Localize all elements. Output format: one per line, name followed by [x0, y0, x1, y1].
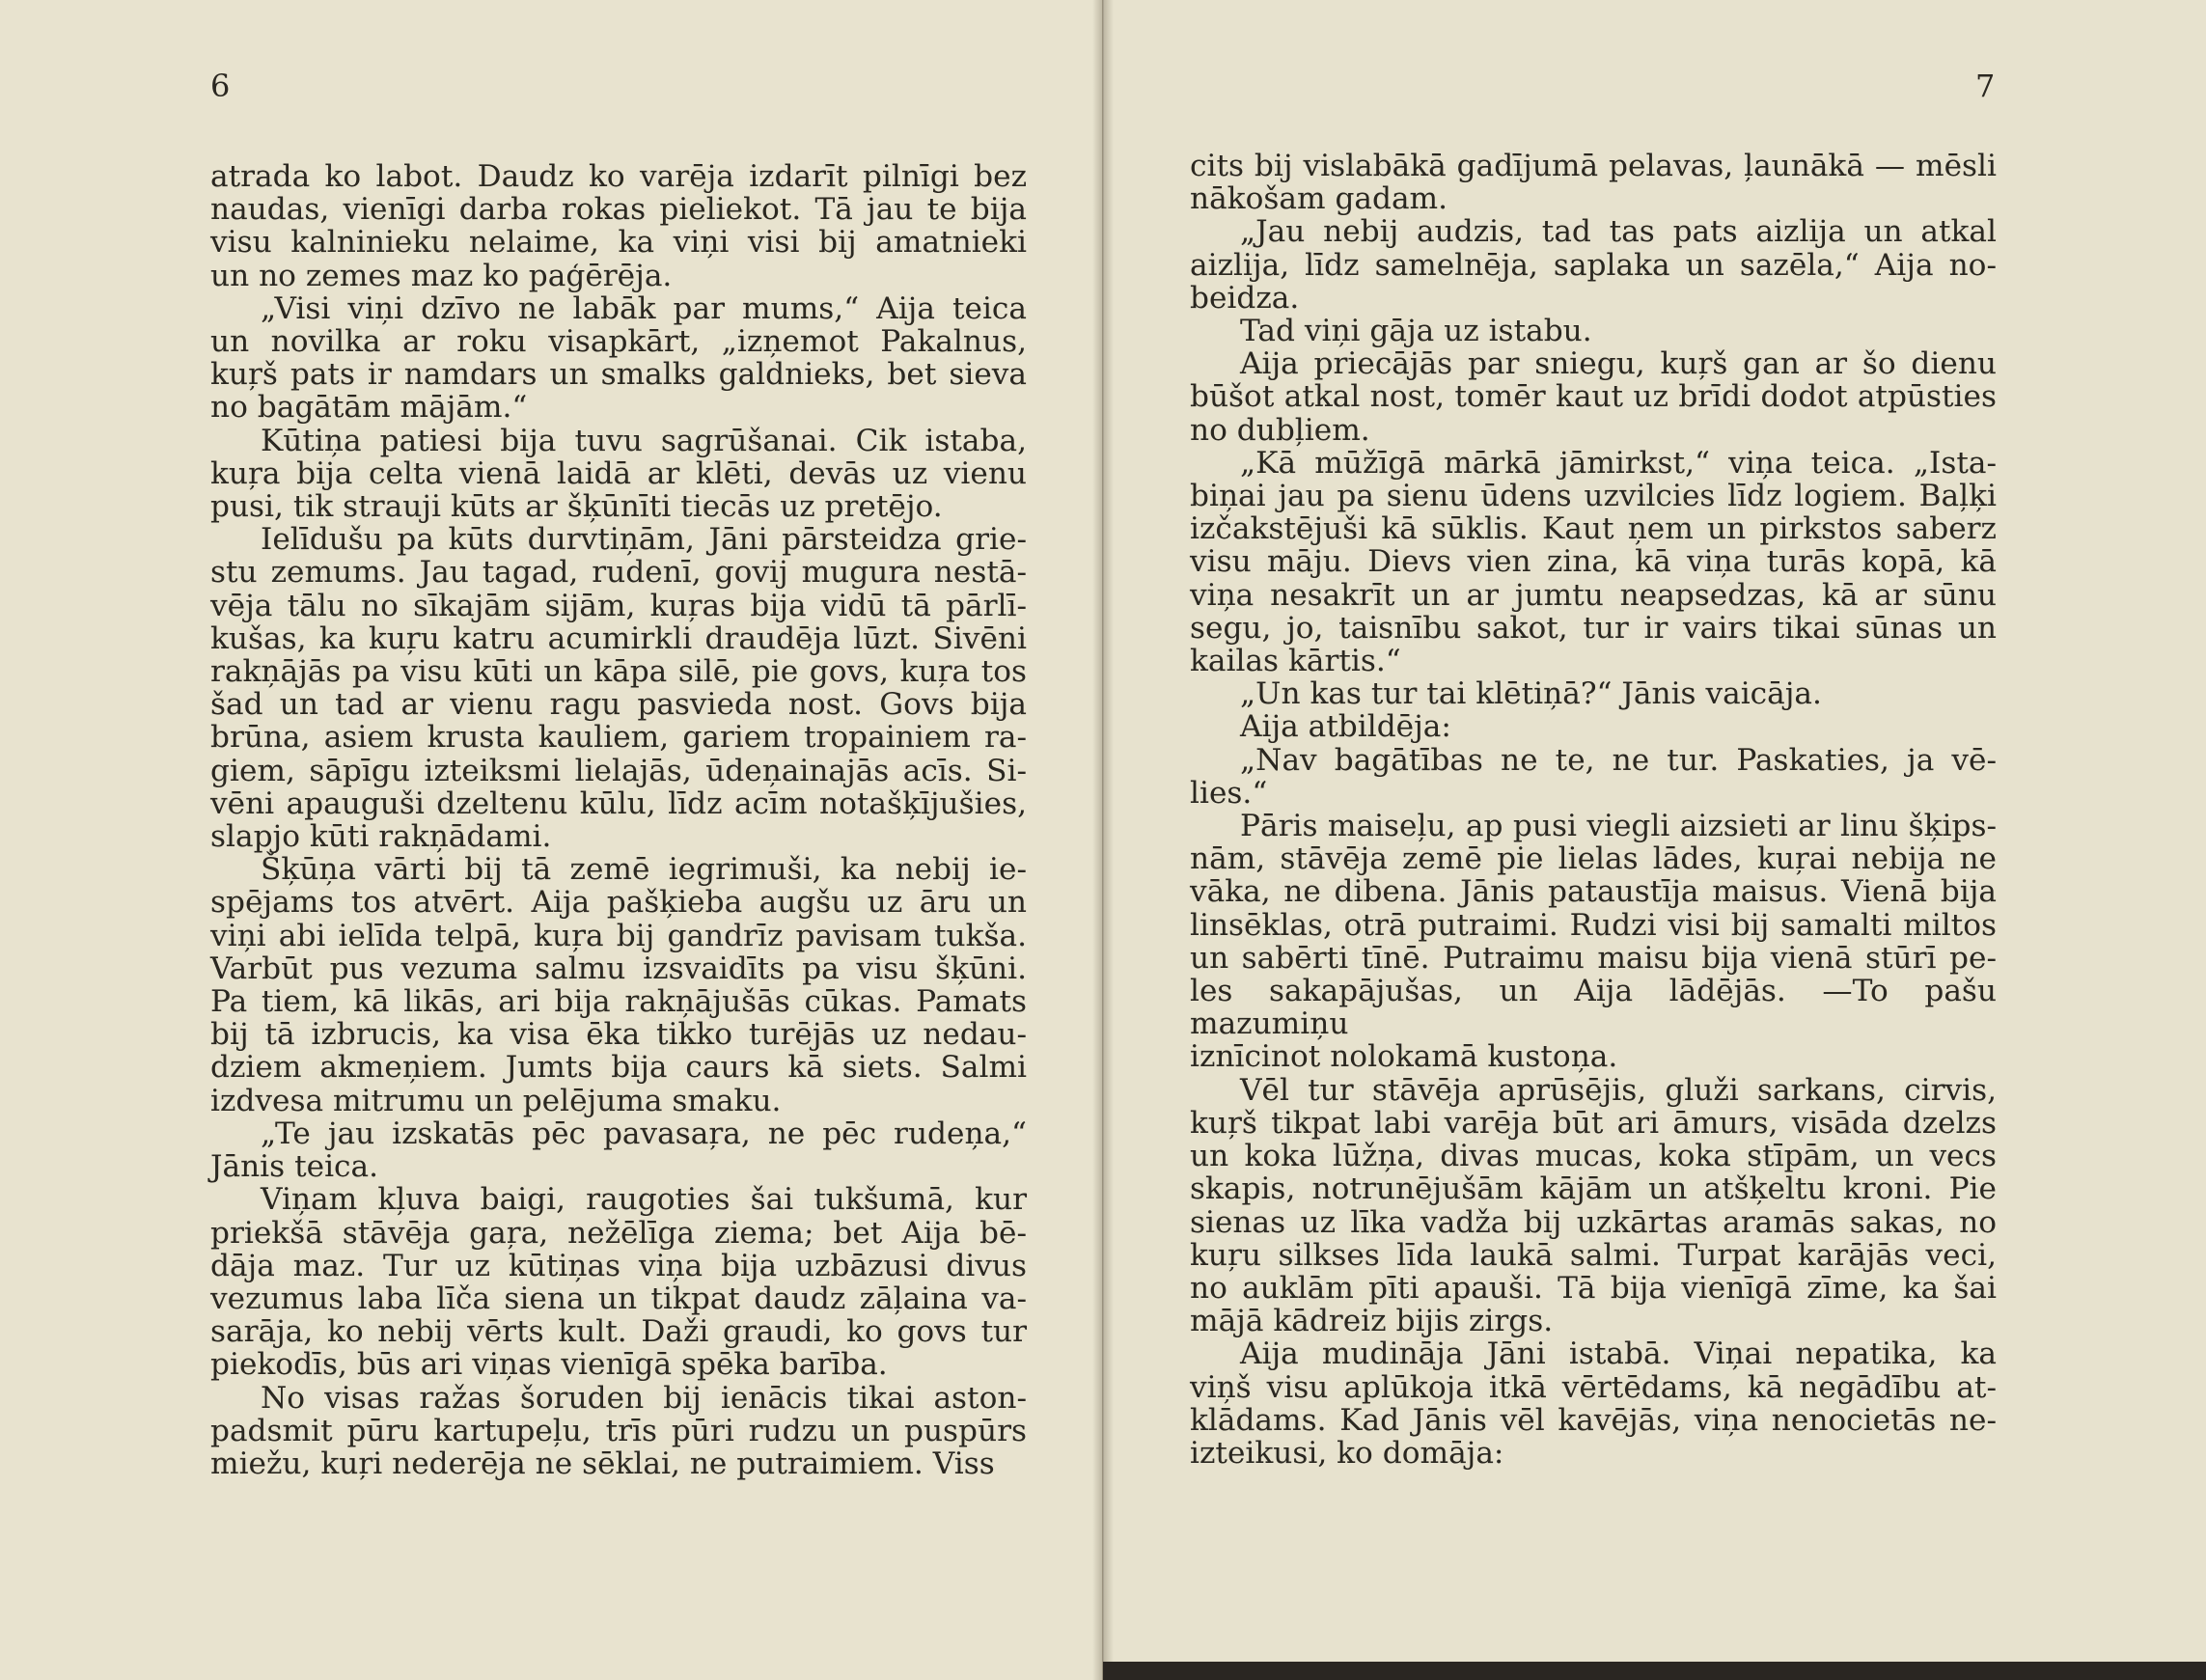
text-line: no auklām pīti apauši. Tā bija vienīgā zīme, ka šai	[1190, 1270, 1997, 1306]
text-line: vēja tālu no sīkajām sijām, kuŗas bija vidū tā pārlī-	[210, 588, 1027, 623]
text-line: piekodīs, būs ari viņas vienīgā spēka barība.	[210, 1347, 888, 1383]
text-line: viņi abi ielīda telpā, kuŗa bij gandrīz pavisam tukša.	[210, 918, 1027, 953]
text-line: izčakstējuši kā sūklis. Kaut ņem un pirkstos saberz	[1190, 511, 1997, 547]
right-page	[1103, 0, 2206, 1680]
text-line: vēni apauguši dzeltenu kūlu, līdz acīm notašķījušies,	[210, 785, 1027, 821]
page-number: 6	[210, 68, 231, 104]
text-line: visu māju. Dievs vien zina, kā viņa turās kopā, kā	[1190, 544, 1997, 580]
text-line: kuŗu silkses līda laukā salmi. Turpat karājās veci,	[1190, 1237, 1997, 1273]
text-line: Pāris maiseļu, ap pusi viegli aizsieti ar linu šķips-	[1240, 809, 1997, 844]
text-line: Kūtiņa patiesi bija tuvu sagrūšanai. Cik istaba,	[261, 423, 1027, 458]
text-line: beidza.	[1190, 280, 1300, 316]
text-line: „Kā mūžīgā mārkā jāmirkst,“ viņa teica. „Ista-	[1240, 445, 1997, 481]
text-line: segu, jo, taisnību sakot, tur ir vairs tikai sūnas un	[1190, 610, 1997, 646]
text-line: cits bij vislabākā gadījumā pelavas, ļaunākā — mēsli	[1190, 149, 1997, 183]
text-line: Varbūt pus vezuma salmu izsvaidīts pa visu šķūni.	[210, 950, 1027, 986]
text-line: padsmit pūru kartupeļu, trīs pūri rudzu un puspūrs	[210, 1413, 1027, 1448]
text-line: Vēl tur stāvēja aprūsējis, gluži sarkans, cirvis,	[1240, 1072, 1997, 1108]
text-line: slapjo kūti rakņādami.	[210, 819, 552, 855]
text-line: sienas uz līka vadža bij uzkārtas aramās sakas, no	[1190, 1204, 1997, 1240]
text-line: miežu, kuŗi nederēja ne sēklai, ne putraimiem. Viss	[210, 1446, 995, 1481]
text-line: būšot atkal nost, tomēr kaut uz brīdi dodot atpūsties	[1190, 379, 1997, 415]
text-line: šad un tad ar vienu ragu pasvieda nost. Govs bija	[210, 687, 1027, 723]
text-line: izdvesa mitrumu un pelējuma smaku.	[210, 1083, 782, 1118]
text-line: nām, stāvēja zemē pie lielas lādes, kuŗai nebija ne	[1190, 841, 1997, 877]
text-line: iznīcinot nolokamā kustoņa.	[1190, 1039, 1618, 1075]
text-line: vāka, ne dibena. Jānis pataustīja maisus. Vienā bija	[1190, 874, 1997, 910]
text-line: „Te jau izskatās pēc pavasaŗa, ne pēc rudeņa,“	[261, 1115, 1027, 1151]
text-line: giem, sāpīgu izteiksmi lielajās, ūdeņainajās acīs. Si-	[210, 753, 1027, 788]
text-line: un no zemes maz ko paģērēja.	[210, 258, 673, 293]
text-line: dāja maz. Tur uz kūtiņas viņa bija uzbāzusi divus	[210, 1248, 1027, 1283]
text-line: atrada ko labot. Daudz ko varēja izdarīt pilnīgi bez	[210, 159, 1027, 194]
text-line: pusi, tik strauji kūts ar šķūnīti tiecās uz pretējo.	[210, 489, 943, 525]
text-line: No visas ražas šoruden bij ienācis tikai aston-	[261, 1380, 1027, 1416]
text-line: biņai jau pa sienu ūdens uzvilcies līdz logiem. Baļķi	[1190, 479, 1997, 514]
text-line: Tad viņi gāja uz istabu.	[1240, 314, 1592, 349]
text-line: Ielīdušu pa kūts durvtiņām, Jāni pārsteidza grie-	[261, 522, 1027, 558]
text-line: izteikusi, ko domāja:	[1190, 1435, 1504, 1471]
text-line: les sakapājušas, un Aija lādējās. —To pašu mazumiņu	[1190, 974, 1997, 1042]
text-line: no bagātām mājām.“	[210, 390, 528, 426]
text-line: brūna, asiem krusta kauliem, gariem tropainiem ra-	[210, 720, 1027, 756]
text-line: un koka lūžņa, divas mucas, koka stīpām, un vecs	[1190, 1139, 1997, 1174]
book-gutter	[1092, 0, 1114, 1680]
text-line: Jānis teica.	[210, 1149, 379, 1185]
text-line: stu zemums. Jau tagad, rudenī, govij mugura nestā-	[210, 555, 1027, 591]
text-line: Viņam kļuva baigi, raugoties šai tukšumā, kur	[261, 1182, 1027, 1218]
text-line: kuŗa bija celta vienā laidā ar klēti, devās uz vienu	[210, 455, 1027, 491]
text-line: skapis, notrunējušām kājām un atšķeltu kroni. Pie	[1190, 1171, 1997, 1207]
page-text	[210, 160, 1027, 1480]
text-line: nākošam gadam.	[1190, 181, 1448, 217]
page-number: 7	[1975, 68, 1996, 104]
text-line: kuŗš tikpat labi varēja būt ari āmurs, visāda dzelzs	[1190, 1105, 1997, 1141]
text-line: linsēklas, otrā putraimi. Rudzi visi bij samalti miltos	[1190, 907, 1997, 943]
text-line: Aija priecājās par sniegu, kuŗš gan ar šo dienu	[1240, 346, 1997, 382]
text-line: sarāja, ko nebij vērts kult. Daži graudi, ko govs tur	[210, 1314, 1027, 1350]
text-line: bij tā izbrucis, ka visa ēka tikko turējās uz nedau-	[210, 1017, 1027, 1053]
text-line: mājā kādreiz bijis zirgs.	[1190, 1304, 1554, 1339]
text-line: lies.“	[1190, 775, 1268, 811]
text-line: un sabērti tīnē. Putraimu maisu bija vienā stūrī pe-	[1190, 940, 1997, 976]
text-line: no dubļiem.	[1190, 412, 1370, 448]
text-line: klādams. Kad Jānis vēl kavējās, viņa nenocietās ne-	[1190, 1402, 1997, 1438]
page-edge-shadow	[1103, 1662, 2206, 1680]
text-line: Aija mudināja Jāni istabā. Viņai nepatika, ka	[1240, 1336, 1997, 1372]
text-line: un novilka ar roku visapkārt, „izņemot Pakalnus,	[210, 324, 1027, 360]
text-line: visu kalninieku nelaime, ka viņi visi bij amatnieki	[210, 225, 1027, 261]
text-line: Pa tiem, kā likās, ari bija rakņājušās cūkas. Pamats	[210, 984, 1027, 1020]
text-line: kuŗš pats ir namdars un smalks galdnieks, bet sieva	[210, 357, 1027, 393]
text-line: „Visi viņi dzīvo ne labāk par mums,“ Aija teica	[261, 290, 1027, 326]
text-line: vezumus laba līča siena un tikpat daudz zāļaina va-	[210, 1281, 1027, 1316]
text-line: „Un kas tur tai klētiņā?“ Jānis vaicāja.	[1240, 676, 1822, 712]
text-line: kušas, ka kuŗu katru acumirkli draudēja lūzt. Sivēni	[210, 620, 1027, 656]
text-line: spējams tos atvērt. Aija pašķieba augšu uz āru un	[210, 885, 1027, 921]
text-line: viņa nesakrīt un ar jumtu neapsedzas, kā ar sūnu	[1190, 577, 1997, 613]
text-line: Šķūņa vārti bij tā zemē iegrimuši, ka nebij ie-	[261, 852, 1027, 888]
text-line: kailas kārtis.“	[1190, 644, 1401, 679]
text-line: aizlija, līdz samelnēja, saplaka un sazēla,“ Aija no-	[1190, 247, 1997, 283]
text-line: rakņājās pa visu kūti un kāpa silē, pie govs, kuŗa tos	[210, 654, 1027, 690]
page-text	[1190, 150, 1997, 1470]
text-line: „Nav bagātības ne te, ne tur. Paskaties, ja vē-	[1240, 742, 1997, 778]
text-line: viņš visu aplūkoja itkā vērtēdams, kā negādību at-	[1190, 1369, 1997, 1405]
text-line: naudas, vienīgi darba rokas pieliekot. Tā jau te bija	[210, 192, 1027, 228]
text-line: dziem akmeņiem. Jumts bija caurs kā siets. Salmi	[210, 1050, 1027, 1086]
text-line: priekšā stāvēja gaŗa, nežēlīga ziema; bet Aija bē-	[210, 1215, 1027, 1251]
text-line: „Jau nebij audzis, tad tas pats aizlija un atkal	[1240, 214, 1997, 250]
text-line: Aija atbildēja:	[1240, 709, 1451, 745]
